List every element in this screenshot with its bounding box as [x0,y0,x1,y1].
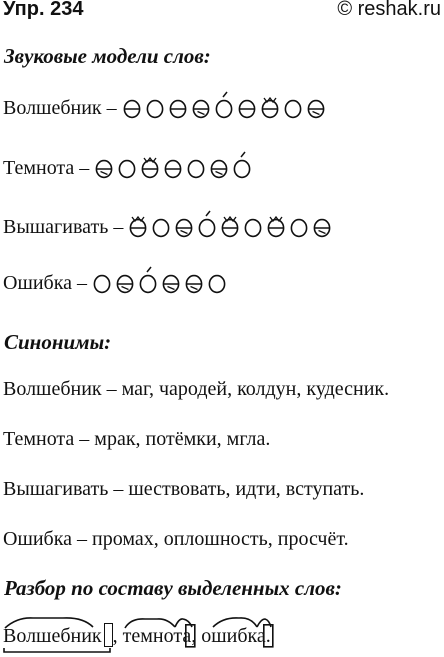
sound-hard-voiced-icon [164,159,182,178]
sound-hard-voiced-icon [169,99,187,118]
sound-vowel-icon [290,218,308,237]
sound-vowel-icon [118,159,136,178]
sound-row-word: Волшебник – [3,97,117,119]
sound-soft-voiced-icon [192,99,210,118]
sound-row-1 [3,97,330,120]
zero-ending-mark [104,623,113,647]
sound-vowel-icon [93,274,111,293]
sound-vowel-stressed-icon [215,99,233,118]
morpheme-parse: Волшебник , темнота , ошибка . [3,623,271,648]
morpheme-word-3: ошибка [201,625,266,648]
sound-vowel-icon [152,218,170,237]
sound-hard-voiced-icon [123,99,141,118]
morpheme-word-1: Волшебник [3,625,102,648]
sound-soft-voiced-icon [210,159,228,178]
sound-soft-voiced-icon [185,274,203,293]
sound-soft-voiced-icon [95,159,113,178]
sound-soft-voiced-icon [175,218,193,237]
sound-vowel-icon [208,274,226,293]
morpheme-heading: Разбор по составу выделенных слов: [4,576,342,600]
sound-hard-unvoiced-icon [129,218,147,237]
sound-hard-unvoiced-icon [267,218,285,237]
sound-hard-unvoiced-icon [141,159,159,178]
sound-row-2 [3,157,256,180]
sound-vowel-icon [284,99,302,118]
sound-vowel-stressed-icon [233,159,251,178]
sound-soft-voiced-icon [162,274,180,293]
synonym-row-4: Ошибка – промах, оплошность, просчёт. [3,528,349,550]
sound-model-glyphs [123,99,330,118]
sound-row-4 [3,272,231,295]
sound-vowel-icon [146,99,164,118]
sound-soft-voiced-icon [307,99,325,118]
stem-underline-mark [3,648,111,654]
synonym-row-2: Темнота – мрак, потёмки, мгла. [3,428,271,450]
sound-hard-unvoiced-icon [261,99,279,118]
synonym-row-3: Вышагивать – шествовать, идти, вступать. [3,478,365,500]
sound-vowel-stressed-icon [139,274,157,293]
morpheme-word-2: темнота [123,625,192,648]
synonym-row-1: Волшебник – маг, чародей, колдун, кудесник. [3,378,390,400]
sound-hard-voiced-icon [238,99,256,118]
exercise-number: Упр. 234 [3,0,84,20]
sound-model-glyphs [93,274,231,293]
sound-models-heading: Звуковые модели слов: [4,44,211,68]
sound-row-word: Вышагивать – [3,216,124,238]
sound-row-3 [3,216,336,239]
sound-vowel-icon [244,218,262,237]
source-watermark: © reshak.ru [337,0,441,20]
sound-vowel-icon [187,159,205,178]
sound-soft-voiced-icon [313,218,331,237]
synonyms-heading: Синонимы: [4,330,112,354]
sound-model-glyphs [129,218,336,237]
sound-model-glyphs [95,159,256,178]
sound-vowel-stressed-icon [198,218,216,237]
sound-hard-unvoiced-icon [221,218,239,237]
sound-row-word: Ошибка – [3,272,88,294]
sound-row-word: Темнота – [3,157,90,179]
sound-soft-voiced-icon [116,274,134,293]
